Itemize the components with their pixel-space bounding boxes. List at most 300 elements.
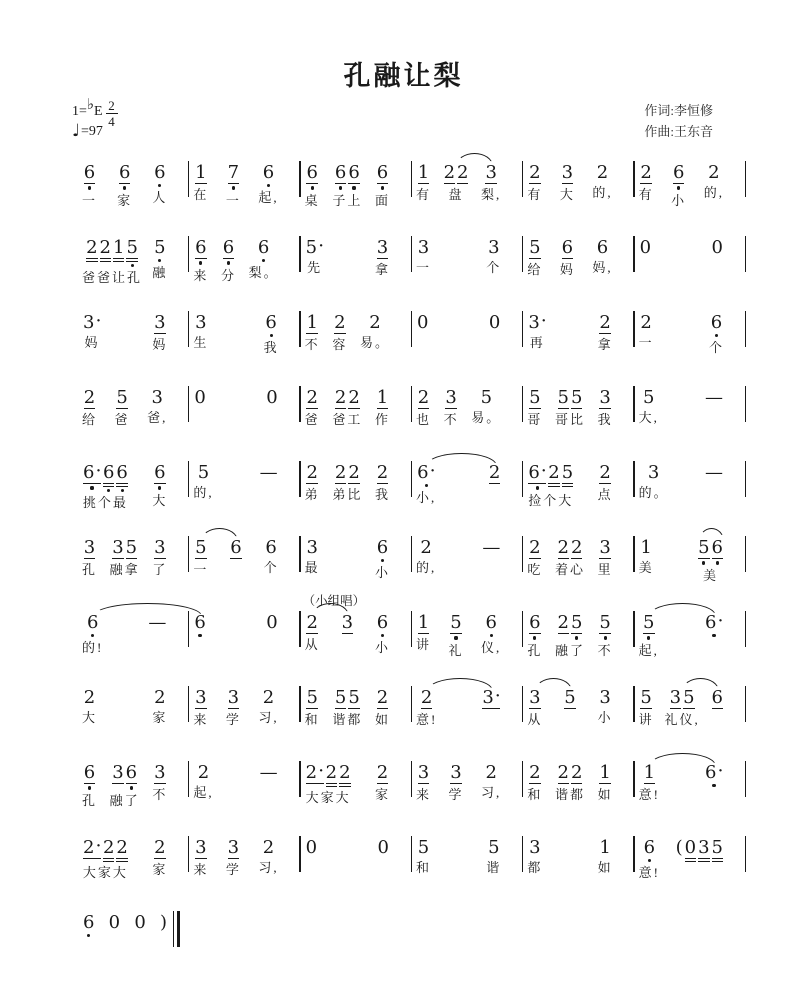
note-digit: 2	[557, 612, 569, 633]
music-system	[78, 838, 746, 884]
note	[376, 463, 389, 484]
measure	[78, 688, 189, 734]
note	[642, 388, 655, 407]
measure	[523, 388, 634, 434]
note-group	[341, 613, 354, 634]
note	[420, 688, 433, 709]
note-digit: 1	[376, 387, 389, 408]
note-digit-row	[558, 388, 569, 407]
note	[481, 688, 501, 709]
note-digit-row	[597, 163, 608, 182]
note-column	[481, 163, 501, 209]
note-digit: 6	[711, 687, 723, 708]
note	[108, 913, 121, 932]
note	[347, 688, 360, 709]
note-digit-row	[195, 688, 206, 707]
measure-content	[635, 763, 746, 809]
augmentation-dot: ·	[717, 613, 723, 629]
note	[82, 463, 102, 490]
barline	[745, 161, 746, 197]
underline-beam	[84, 408, 95, 409]
measure-content	[523, 388, 634, 434]
note-column	[598, 313, 613, 359]
note-column	[152, 163, 167, 209]
note-group	[449, 763, 462, 784]
underline-beam	[418, 633, 429, 634]
note	[111, 538, 124, 559]
underline-beam	[230, 558, 241, 559]
measure	[635, 538, 746, 584]
note	[487, 238, 500, 257]
low-octave-dot	[262, 259, 265, 262]
note-group	[419, 538, 432, 557]
note-group	[376, 688, 389, 709]
note-digit-row	[445, 388, 456, 407]
note-group	[305, 688, 318, 709]
note-group	[647, 463, 660, 482]
note-column	[704, 463, 724, 509]
lyric-syllable: 我	[263, 340, 279, 356]
note	[711, 238, 724, 257]
note	[305, 538, 318, 557]
lyric-syllable: 都	[527, 860, 543, 875]
measure-content	[78, 163, 189, 209]
underline-beam	[195, 858, 206, 859]
underline-beam	[562, 483, 573, 484]
note	[153, 163, 166, 187]
measure-content	[412, 163, 523, 209]
note-digit-row	[529, 838, 540, 857]
measure-content	[635, 463, 746, 509]
note-column	[416, 238, 431, 284]
lyric-syllable: 着心	[554, 562, 585, 578]
underline-beam	[670, 708, 681, 709]
note-digit: 5	[557, 387, 569, 408]
note	[305, 838, 318, 857]
note-digit-row	[160, 913, 167, 932]
note-digit-row	[571, 388, 582, 407]
note-digit-row	[112, 538, 123, 557]
note-column	[82, 463, 129, 509]
underline-beam	[228, 858, 239, 859]
underline-beam	[685, 861, 696, 862]
note-digit: 3	[151, 387, 163, 408]
underline-beam	[103, 486, 114, 487]
note-group	[711, 238, 724, 257]
underline-beam	[698, 861, 709, 862]
note-column	[193, 163, 208, 209]
lyric-syllable: 孔	[82, 562, 98, 578]
lyric-syllable: 小	[374, 640, 390, 656]
underline-beam	[103, 483, 114, 484]
note-column	[449, 763, 464, 809]
note-digit-row	[306, 388, 317, 407]
note-column	[152, 538, 167, 584]
note-digit: 7	[227, 162, 240, 183]
note-digit: 6	[485, 612, 497, 633]
note-digit-row	[228, 838, 239, 857]
note	[557, 763, 570, 784]
note	[150, 388, 163, 407]
lyric-syllable: 孔	[527, 642, 543, 658]
note-digit: 6	[376, 537, 389, 558]
note-digit-row	[334, 313, 345, 332]
note	[570, 763, 583, 784]
low-octave-dot	[454, 636, 457, 639]
music-system	[78, 238, 746, 284]
note	[227, 838, 240, 859]
note-digit-row	[154, 688, 165, 707]
lyric-syllable: 意!	[638, 865, 660, 881]
underline-beam	[339, 783, 350, 784]
note-column	[152, 463, 167, 509]
rest-glyph: 0	[684, 837, 697, 858]
key-letter: E	[93, 104, 103, 119]
measure-content	[301, 238, 412, 284]
note-group	[528, 838, 541, 857]
note-group	[598, 538, 611, 559]
measure-content	[523, 688, 634, 734]
lyric-syllable: 如	[374, 712, 390, 728]
note-group	[376, 763, 389, 784]
note	[570, 538, 583, 559]
note-column	[527, 763, 542, 809]
low-octave-dot	[198, 634, 201, 637]
note-column	[264, 538, 279, 584]
note-digit-row	[83, 463, 101, 482]
note	[598, 388, 611, 409]
measure	[78, 913, 180, 959]
note-column	[305, 763, 352, 809]
note	[528, 163, 541, 184]
note-group	[262, 163, 275, 187]
note-digit-row	[126, 763, 137, 782]
note-digit: 6	[83, 462, 95, 483]
note	[376, 538, 389, 562]
note	[711, 838, 724, 862]
note	[82, 838, 102, 859]
measure-content	[523, 838, 634, 884]
note	[528, 388, 541, 409]
note-digit-row	[485, 763, 496, 782]
lyric-syllable: 有	[527, 187, 543, 203]
note-digit-row	[84, 688, 95, 707]
lyric-syllable: 如	[597, 860, 613, 875]
note-digit-row	[571, 538, 582, 557]
note-digit-row	[377, 388, 388, 407]
underline-beam	[599, 333, 610, 334]
note-digit-row	[335, 463, 346, 482]
lyric-syllable: 桌	[304, 192, 320, 208]
note-digit-row	[529, 538, 540, 557]
note	[682, 688, 695, 709]
note-digit-row	[640, 313, 651, 332]
note-digit-row	[485, 613, 496, 632]
note-group	[197, 763, 210, 782]
rest-glyph: 0	[711, 237, 723, 258]
note-digit-row	[134, 913, 145, 932]
lyric-syllable: 个	[708, 340, 724, 356]
measure-content	[412, 838, 523, 884]
note-digit-row	[83, 838, 101, 857]
lyric-syllable: 梨。	[248, 265, 279, 281]
note-digit: 6	[705, 612, 717, 633]
low-octave-dot	[604, 636, 607, 639]
note-digit-row	[266, 613, 277, 632]
note-group	[598, 838, 611, 857]
note-digit-row	[223, 238, 234, 257]
note-digit: 6	[348, 162, 360, 183]
note-column	[639, 838, 660, 884]
note-column	[671, 163, 686, 209]
measure-content	[78, 688, 189, 734]
measure	[78, 388, 189, 434]
measure-content	[78, 838, 189, 884]
slur-arc	[535, 678, 572, 691]
lyric-syllable: 孔	[82, 792, 98, 808]
note-column	[375, 538, 390, 584]
note-digit: 2	[570, 537, 583, 558]
note-digit: 6	[417, 462, 429, 483]
note	[417, 838, 430, 857]
dash-glyph: —	[148, 612, 167, 633]
note-group	[264, 313, 277, 337]
measure-content	[635, 613, 746, 659]
measure-content	[635, 388, 746, 434]
lyric-syllable: 易。	[471, 410, 502, 425]
lyric-syllable: 来	[415, 787, 431, 803]
note-column	[193, 238, 208, 284]
note-digit-row	[194, 388, 205, 407]
lyric-syllable: 我	[374, 487, 390, 503]
note	[83, 763, 96, 790]
underline-beam	[377, 708, 388, 709]
note-digit-row	[705, 463, 723, 482]
note-column	[332, 463, 362, 509]
lyric-syllable: 爸爸让孔	[82, 270, 143, 286]
low-octave-dot	[339, 186, 342, 189]
time-signature	[106, 99, 118, 128]
note-column	[488, 463, 501, 509]
note-column	[332, 388, 362, 434]
note-digit-row	[377, 688, 388, 707]
note-group	[481, 688, 501, 709]
note-group	[704, 763, 724, 787]
note-digit: 2	[262, 687, 275, 708]
note	[102, 463, 115, 492]
note-group	[153, 538, 166, 559]
note-digit-row	[306, 313, 317, 332]
lyric-syllable: 家	[152, 862, 168, 878]
note-digit-row	[418, 763, 429, 782]
lyric-syllable: 意!	[415, 712, 438, 728]
underline-beam	[418, 183, 429, 184]
note-digit-row	[640, 688, 651, 707]
underline-beam	[103, 858, 114, 859]
note	[377, 838, 390, 857]
measure	[412, 838, 523, 884]
note-digit-row	[418, 838, 429, 857]
note-column	[110, 763, 140, 809]
note	[596, 238, 609, 257]
note-column	[704, 613, 724, 659]
note	[561, 463, 574, 487]
note-digit: 5	[488, 837, 500, 858]
note-digit-row	[481, 388, 492, 407]
underline-beam	[126, 558, 137, 559]
note	[265, 388, 278, 407]
measure-content	[412, 463, 523, 509]
underline-beam	[86, 261, 97, 262]
dash-glyph: —	[704, 462, 723, 483]
underline-beam	[529, 408, 540, 409]
underline-beam	[712, 708, 723, 709]
measure-content	[635, 538, 746, 584]
note-column	[226, 838, 241, 884]
note	[257, 238, 270, 262]
underline-beam	[84, 783, 95, 784]
note-column	[598, 613, 613, 659]
low-octave-dot	[712, 784, 715, 787]
note-digit: 5	[197, 462, 210, 483]
note-group	[264, 538, 277, 557]
underline-beam	[154, 333, 165, 334]
note-group	[704, 463, 724, 482]
lyric-syllable: 的,	[193, 485, 214, 500]
note-digit-row	[109, 913, 120, 932]
note-group	[557, 613, 584, 640]
note-digit-row	[599, 388, 610, 407]
note-column	[555, 538, 585, 584]
note-column	[375, 613, 390, 659]
lyric-syllable: 小	[671, 192, 687, 208]
note-group	[481, 538, 501, 557]
note-digit: 2	[488, 462, 501, 483]
note	[305, 238, 325, 257]
measure	[523, 763, 634, 809]
note	[115, 388, 128, 409]
underline-beam	[335, 483, 346, 484]
note	[194, 313, 207, 332]
quarter-note-icon: ♩	[72, 121, 81, 141]
note-digit-row	[126, 238, 137, 257]
note-digit-row	[335, 688, 346, 707]
lyric-syllable: 个	[486, 260, 502, 275]
underline-beam	[599, 408, 610, 409]
note	[639, 313, 652, 332]
music-system	[78, 538, 746, 584]
note-column	[258, 838, 278, 884]
note	[561, 163, 574, 184]
low-octave-dot	[381, 634, 384, 637]
measure	[301, 388, 412, 434]
underline-beam	[673, 183, 684, 184]
note-digit: 1	[599, 837, 611, 858]
note	[99, 238, 112, 262]
measure-content	[78, 538, 189, 584]
note	[598, 538, 611, 559]
note	[704, 388, 724, 407]
note	[347, 388, 360, 409]
note	[194, 163, 207, 184]
note-group	[334, 388, 361, 409]
note-digit: 6	[83, 162, 96, 183]
note	[528, 613, 541, 640]
measure	[412, 613, 523, 659]
note-group	[305, 613, 318, 634]
note-digit: 6	[102, 462, 115, 483]
measure	[78, 238, 189, 284]
note-group	[153, 163, 166, 187]
underline-beam	[640, 183, 651, 184]
note-digit: 6	[710, 312, 723, 333]
note-group	[305, 763, 352, 787]
lyric-syllable: 融了	[554, 642, 585, 658]
lyric-syllable: 的!	[82, 640, 104, 656]
measure	[635, 838, 746, 884]
note-group	[443, 163, 470, 184]
note-column	[360, 313, 390, 359]
music-system	[78, 594, 746, 659]
lyric-syllable: 捡个大	[528, 492, 574, 508]
low-octave-dot	[352, 186, 355, 189]
note-digit-row	[116, 463, 127, 482]
note-column	[229, 538, 242, 584]
note-digit-row	[83, 313, 101, 332]
note	[697, 838, 710, 862]
note-group	[528, 388, 541, 409]
note-digit-row	[712, 238, 723, 257]
note-digit-row	[705, 388, 723, 407]
underline-beam	[377, 258, 388, 259]
lyric-syllable: 再	[529, 335, 545, 350]
note-digit: 2	[417, 387, 430, 408]
note-column	[375, 463, 390, 509]
note-digit: 1	[417, 612, 430, 633]
note-digit: 2	[334, 462, 347, 483]
note-digit-row	[529, 163, 540, 182]
note-digit: 2	[86, 237, 98, 258]
note-digit: 2	[262, 837, 275, 858]
lyric-syllable: 习,	[481, 785, 502, 800]
note-digit: 2	[376, 687, 389, 708]
low-octave-dot	[575, 636, 578, 639]
underline-beam	[644, 783, 655, 784]
note-group	[153, 238, 166, 262]
note-digit-row	[83, 913, 94, 932]
note-digit-row	[198, 763, 209, 782]
note-digit-row	[84, 388, 95, 407]
note-digit: 3	[599, 687, 611, 708]
note	[711, 538, 724, 565]
underline-beam	[571, 783, 582, 784]
note-digit: 3	[227, 837, 240, 858]
note	[642, 613, 655, 640]
lyric-syllable: 一	[82, 192, 98, 208]
underline-beam	[116, 861, 127, 862]
note-digit-row	[711, 313, 722, 332]
lyric-syllable: 人	[152, 190, 168, 206]
note-group	[82, 913, 95, 937]
underline-beam	[86, 258, 97, 259]
note	[528, 763, 541, 784]
note-digit-row	[571, 613, 582, 632]
note-digit: 1	[643, 762, 656, 783]
note-digit-row	[369, 313, 380, 332]
underline-beam	[113, 258, 124, 259]
lyric-syllable: 拿	[597, 337, 613, 353]
note-column	[555, 613, 585, 659]
